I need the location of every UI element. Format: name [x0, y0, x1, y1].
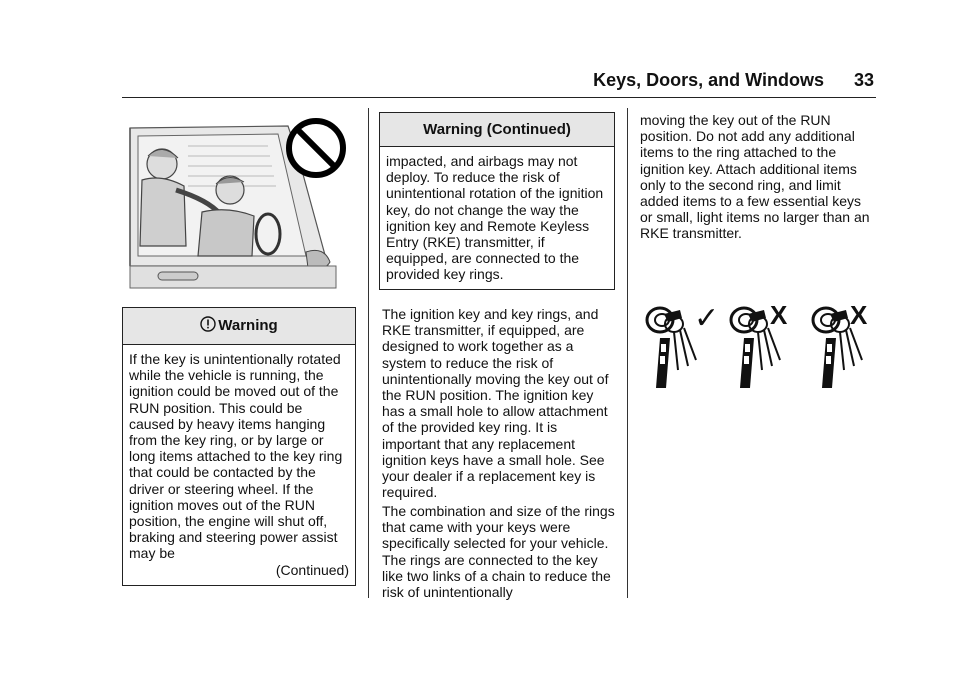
section-title: Keys, Doors, and Windows	[593, 70, 824, 90]
continued-label: (Continued)	[275, 561, 349, 578]
warning-continued-body: impacted, and airbags may not deploy. To reduce the risk of unintentional rotation of the ignition key, do not change the way the ignition key and Remote Keyless Entry (RKE) transmitter, if equipped, are connected to the provided key rings.	[386, 153, 604, 283]
warning-icon	[200, 316, 216, 332]
key-set-not-allowed	[731, 300, 788, 388]
column-divider	[627, 108, 628, 598]
header-rule	[122, 97, 876, 98]
paragraph-key-system: The ignition key and key rings, and RKE transmitter, if equipped, are designed to work together as a system to reduce the risk of unintentionally moving the key out of the RUN position. The ignition key has a small hole to allow attachment of the provided key ring. It is important that any replacement ignition keys have a small hole. See your dealer if a replacement key is required.	[382, 306, 609, 501]
key-rings-illustration	[642, 300, 874, 395]
children-in-car-illustration	[128, 116, 350, 290]
key-set-allowed	[647, 301, 719, 388]
warning-box	[122, 307, 356, 586]
warning-header	[123, 308, 355, 345]
page-header	[586, 70, 876, 94]
warning-continued-box	[379, 112, 615, 290]
warning-continued-title: Warning (Continued)	[380, 113, 614, 147]
page-number: 33	[853, 70, 874, 90]
paragraph-added-items: moving the key out of the RUN position. Do not add any additional items to the ring attached to the ignition key. Attach additional items only to the second ring, and limit added items to a few essential keys or small, light items no larger than an RKE transmitter.	[640, 112, 870, 242]
check-mark-icon: ✓	[694, 301, 720, 336]
x-mark-icon: X	[770, 300, 788, 330]
key-set-not-allowed	[813, 300, 868, 388]
x-mark-icon: X	[850, 300, 868, 330]
warning-body: If the key is unintentionally rotated while the vehicle is running, the ignition could be moved out of the RUN position. This could be caused by heavy items hanging from the key ring, or by large or long items attached to the key ring that could be contacted by the driver or steering wheel. If the ignition moves out of the RUN position, the engine will shut off, braking and steering power assist may be	[129, 351, 343, 562]
warning-title: Warning	[218, 317, 278, 334]
prohibition-icon	[289, 121, 343, 175]
paragraph-rings: The combination and size of the rings that came with your keys were specifically selected for your vehicle. The rings are connected to the key like two links of a chain to reduce the risk of unintentionally	[382, 503, 615, 601]
column-divider	[368, 108, 369, 598]
